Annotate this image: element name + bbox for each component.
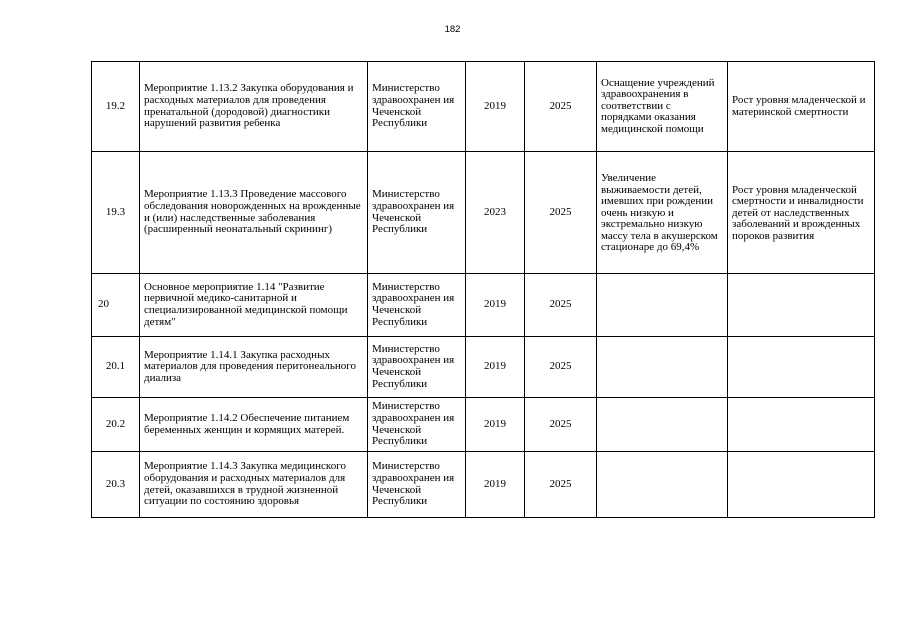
end-year: 2025 [525, 398, 597, 452]
row-number: 20 [92, 274, 140, 337]
row-number: 20.3 [92, 452, 140, 518]
event-name: Мероприятие 1.14.1 Закупка расходных материалов для проведения перитонеального диализа [140, 337, 368, 398]
row-number: 19.3 [92, 152, 140, 274]
program-activities-table [91, 61, 875, 518]
page-number: 182 [444, 24, 461, 35]
table-row [92, 274, 875, 337]
consequence-indicator: Рост уровня младенческой смертности и инвалидности детей от наследственных заболеваний и врожденных пороков развития [728, 152, 875, 274]
start-year: 2019 [466, 62, 525, 152]
consequence-indicator [728, 452, 875, 518]
end-year: 2025 [525, 452, 597, 518]
start-year: 2019 [466, 398, 525, 452]
expected-result [597, 398, 728, 452]
start-year: 2019 [466, 337, 525, 398]
executor: Министерство здравоохранен ия Чеченской Республики [368, 274, 466, 337]
expected-result [597, 337, 728, 398]
table-row [92, 398, 875, 452]
expected-result [597, 452, 728, 518]
row-number: 20.1 [92, 337, 140, 398]
executor: Министерство здравоохранен ия Чеченской Республики [368, 452, 466, 518]
event-name: Основное мероприятие 1.14 "Развитие первичной медико-санитарной и специализированной медицинской помощи детям" [140, 274, 368, 337]
end-year: 2025 [525, 274, 597, 337]
table-row [92, 62, 875, 152]
event-name: Мероприятие 1.13.3 Проведение массового обследования новорожденных на врожденные и (или) наследственные заболевания (расширенный неонатальный скрининг) [140, 152, 368, 274]
row-number: 20.2 [92, 398, 140, 452]
executor: Министерство здравоохранен ия Чеченской Республики [368, 398, 466, 452]
row-number: 19.2 [92, 62, 140, 152]
executor: Министерство здравоохранен ия Чеченской Республики [368, 62, 466, 152]
event-name: Мероприятие 1.13.2 Закупка оборудования и расходных материалов для проведения пренатальной (дородовой) диагностики нарушений развития ребенка [140, 62, 368, 152]
expected-result: Увеличение выживаемости детей, имевших при рождении очень низкую и экстремально низкую массу тела в акушерском стационаре до 69,4% [597, 152, 728, 274]
consequence-indicator [728, 337, 875, 398]
end-year: 2025 [525, 337, 597, 398]
executor: Министерство здравоохранен ия Чеченской Республики [368, 337, 466, 398]
start-year: 2019 [466, 274, 525, 337]
event-name: Мероприятие 1.14.2 Обеспечение питанием беременных женщин и кормящих матерей. [140, 398, 368, 452]
table-row [92, 452, 875, 518]
end-year: 2025 [525, 152, 597, 274]
consequence-indicator [728, 398, 875, 452]
end-year: 2025 [525, 62, 597, 152]
consequence-indicator: Рост уровня младенческой и материнской смертности [728, 62, 875, 152]
start-year: 2019 [466, 452, 525, 518]
executor: Министерство здравоохранен ия Чеченской Республики [368, 152, 466, 274]
table-row [92, 337, 875, 398]
consequence-indicator [728, 274, 875, 337]
table-row [92, 152, 875, 274]
start-year: 2023 [466, 152, 525, 274]
expected-result: Оснащение учреждений здравоохранения в соответствии с порядками оказания медицинской помощи [597, 62, 728, 152]
expected-result [597, 274, 728, 337]
event-name: Мероприятие 1.14.3 Закупка медицинского оборудования и расходных материалов для детей, оказавшихся в трудной жизненной ситуации по состоянию здоровья [140, 452, 368, 518]
